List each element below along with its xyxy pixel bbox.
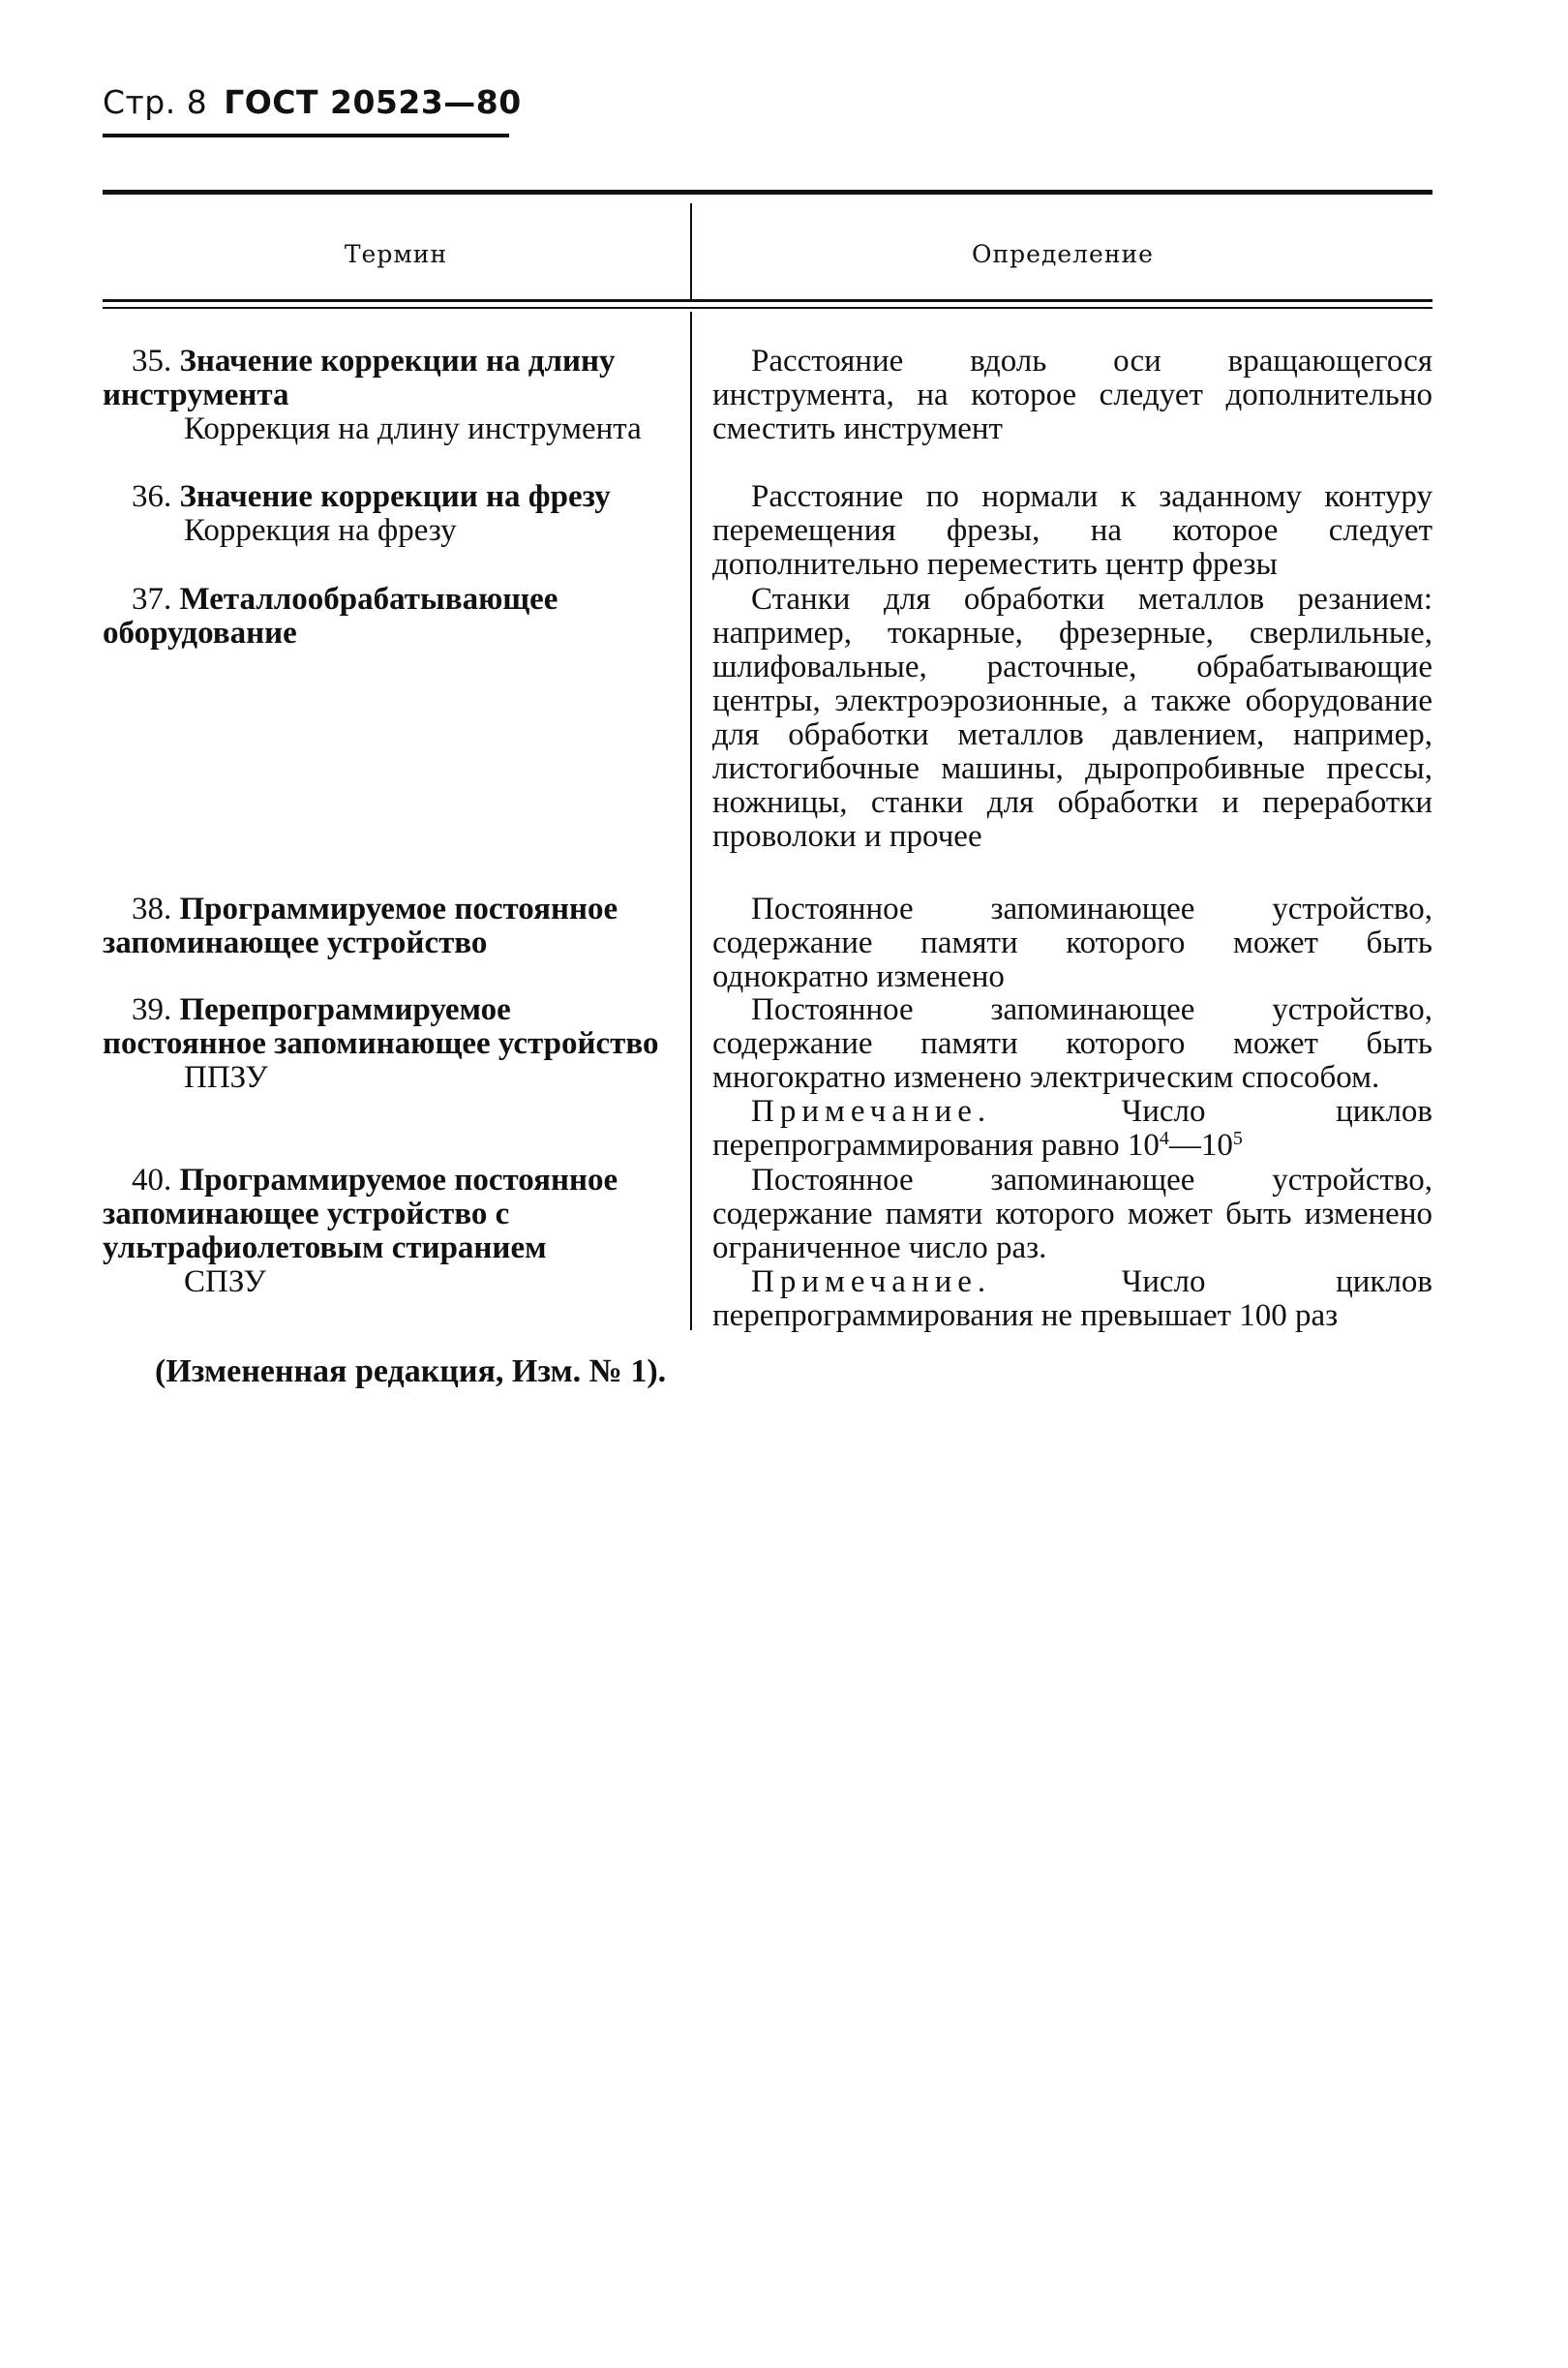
abbreviation-40: СПЗУ	[184, 1264, 266, 1299]
definition-38: Постоянное запоминающее устройство, содержание памяти которого может быть однократно изменено	[712, 892, 1432, 994]
term-40: 40. Программируемое постоянное запоминающее устройство с ультрафиолетовым стиранием СПЗУ	[103, 1164, 660, 1299]
header-underline	[103, 134, 509, 137]
page-header	[103, 83, 522, 121]
definition-36: Расстояние по нормали к заданному контуру перемещения фрезы, на которое следует дополнительно переместить центр фрезы	[712, 479, 1432, 582]
table-top-rule	[103, 190, 1432, 195]
term-37: 37. Металлообрабатывающее оборудование	[103, 582, 558, 651]
term-39: 39. Перепрограммируемое постоянное запоминающее устройство ППЗУ	[103, 992, 659, 1095]
definition-37: Станки для обработки металлов резанием: например, токарные, фрезерные, сверлильные, шлифовальные, расточные, обрабатывающие центры, электроэрозионные, а также оборудование для обработки металлов давлением, например, листогибочные машины, дыропробивные прессы, ножницы, станки для обработки и переработки проволоки и прочее	[712, 582, 1432, 854]
table-header-rule	[103, 299, 1432, 302]
amendment-note: (Измененная редакция, Изм. № 1).	[155, 1353, 667, 1389]
definition-40: Постоянное запоминающее устройство, содержание памяти которого может быть изменено ограниченное число раз. Примечание. Число циклов перепрограммирования не превышает 100 раз	[712, 1163, 1433, 1333]
synonym-35: Коррекция на длину инструмента	[184, 411, 642, 446]
definition-39: Постоянное запоминающее устройство, содержание памяти которого может быть многократно изменено электрическим способом. Примечание. Число циклов перепрограммирования равно $10^4—10^5$	[712, 992, 1433, 1163]
column-header-definition: Определение	[972, 240, 1154, 268]
term-36: 36. Значение коррекции на фрезу Коррекция на фрезу	[103, 480, 660, 548]
synonym-36: Коррекция на фрезу	[184, 513, 457, 548]
column-header-term: Термин	[344, 240, 448, 268]
column-divider	[690, 312, 692, 1330]
header-column-divider	[690, 203, 692, 300]
page-label: Стр. 8	[103, 83, 208, 121]
definition-35: Расстояние вдоль оси вращающегося инструмента, на которое следует дополнительно сместить инструмент	[712, 344, 1432, 446]
term-35: 35. Значение коррекции на длину инструмента Коррекция на длину инструмента	[103, 345, 660, 446]
abbreviation-39: ППЗУ	[184, 1060, 268, 1095]
note-39: Примечание. Число циклов перепрограммирования равно $10^4—10^5$	[712, 1094, 1433, 1163]
standard-number: ГОСТ 20523—80	[224, 83, 522, 121]
term-38: 38. Программируемое постоянное запоминающее устройство	[103, 892, 618, 960]
table-header-rule-second	[103, 307, 1432, 309]
note-40: Примечание. Число циклов перепрограммирования не превышает 100 раз	[712, 1264, 1433, 1333]
